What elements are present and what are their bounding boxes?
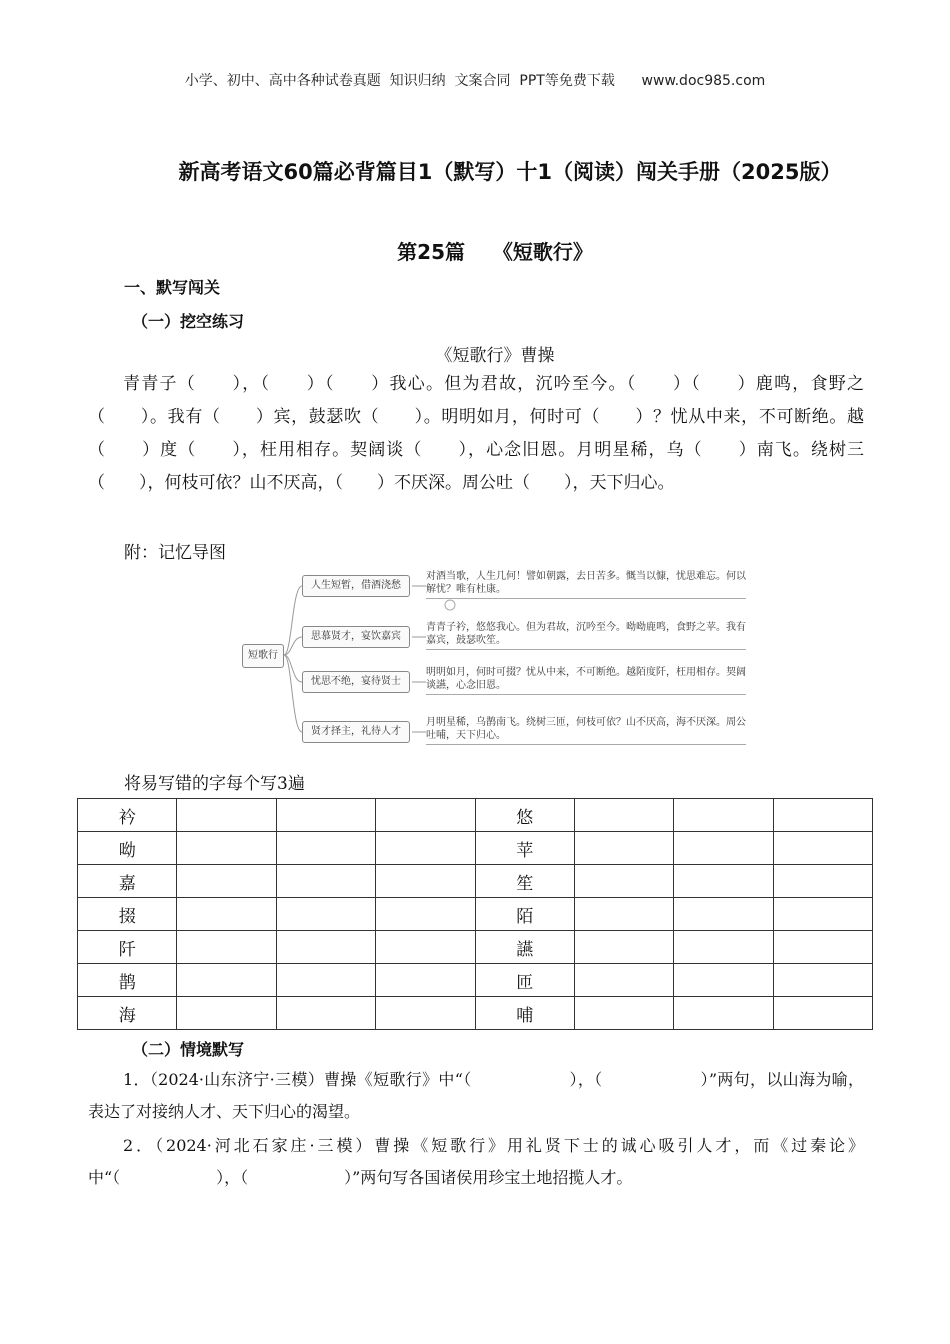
writing-cell [773,931,872,964]
practice-char: 陌 [475,898,574,931]
writing-cell [276,865,375,898]
writing-cell [276,931,375,964]
writing-cell [674,865,773,898]
writing-cell [574,997,673,1030]
mind-map-leaf: 月明星稀，乌鹊南飞。绕树三匝，何枝可依？山不厌高，海不厌深。周公吐哺，天下归心。 [426,716,746,745]
practice-char: 悠 [475,799,574,832]
practice-char: 阡 [78,931,177,964]
mind-map-branch: 忧思不绝，宴待贤士 [302,671,410,693]
writing-cell [276,832,375,865]
writing-cell [376,865,475,898]
mind-map-branch: 人生短暂，借酒浇愁 [302,575,410,597]
practice-char: 海 [78,997,177,1030]
writing-cell [773,865,872,898]
document-title: 新高考语文60篇必背篇目1（默写）十1（阅读）闯关手册（2025版） [178,160,842,184]
practice-char: 衿 [78,799,177,832]
table-row [78,865,873,898]
practice-char: 匝 [475,964,574,997]
table-row [78,832,873,865]
writing-cell [177,865,276,898]
writing-cell [574,865,673,898]
writing-cell [276,997,375,1030]
writing-cell [276,799,375,832]
practice-char: 鹊 [78,964,177,997]
practice-char: 笙 [475,865,574,898]
writing-cell [177,931,276,964]
character-practice-table [77,798,873,1030]
writing-cell [773,997,872,1030]
writing-cell [574,799,673,832]
practice-char: 哺 [475,997,574,1030]
table-row [78,898,873,931]
practice-char: 讌 [475,931,574,964]
writing-cell [376,997,475,1030]
writing-cell [376,799,475,832]
writing-cell [376,832,475,865]
writing-cell [376,931,475,964]
writing-cell [376,964,475,997]
mind-map-branch: 贤才择主，礼待人才 [302,721,410,743]
writing-cell [773,832,872,865]
writing-cell [276,898,375,931]
writing-cell [674,997,773,1030]
writing-cell [574,931,673,964]
table-row [78,997,873,1030]
practice-char: 苹 [475,832,574,865]
subsection-heading-cloze: （一）挖空练习 [132,312,245,331]
writing-cell [674,931,773,964]
practice-char: 嘉 [78,865,177,898]
cloze-paragraph: 青青子（ ），（ ）（ ）我心。但为君故，沉吟至今。（ ）（ ）鹿鸣，食野之（ ）。我有（ ）宾，鼓瑟吹（ ）。明明如月，何时可（ ）？忧从中来，不可断绝。越（ ）度（ ），枉用相存。契阔谈（ ），心念旧恩。月明星稀，乌（ ）南飞。绕树三（ ），何枝可依？山不厌高，（ ）不厌深。周公吐（ ），天下归心。 [88,374,864,493]
site-header: 小学、初中、高中各种试卷真题 知识归纳 文案合同 PPT等免费下载 www.doc985.com [184,73,766,89]
question-1: 1．（2024·山东济宁·三模）曹操《短歌行》中“（ ），（ ）”两句，以山海为喻，表达了对接纳人才、天下归心的渴望。 [88,1070,864,1121]
writing-cell [674,832,773,865]
question-2: 2．（2024·河北石家庄·三模）曹操《短歌行》用礼贤下士的诚心吸引人才，而《过秦论》中“（ ），（ ）”两句写各国诸侯用珍宝土地招揽人才。 [88,1136,864,1187]
practice-char: 掇 [78,898,177,931]
article-title: 第25篇 《短歌行》 [397,240,593,264]
section-heading-dictation: 一、默写闯关 [124,278,221,297]
practice-char: 呦 [78,832,177,865]
writing-cell [773,964,872,997]
writing-cell [674,898,773,931]
table-row [78,799,873,832]
appendix-label: 附：记忆导图 [124,543,226,563]
mind-map-root: 短歌行 [242,644,284,668]
table-row [78,964,873,997]
writing-cell [177,964,276,997]
writing-cell [674,799,773,832]
subsection-heading-context: （二）情境默写 [132,1040,245,1059]
memory-mind-map [240,564,752,748]
writing-cell [376,898,475,931]
writing-cell [674,964,773,997]
writing-cell [574,898,673,931]
practice-caption: 将易写错的字每个写3遍 [124,774,305,794]
writing-cell [177,898,276,931]
poem-heading: 《短歌行》曹操 [435,346,555,366]
writing-cell [177,799,276,832]
writing-cell [276,964,375,997]
writing-cell [574,964,673,997]
writing-cell [177,997,276,1030]
table-row [78,931,873,964]
writing-cell [773,799,872,832]
mind-map-leaf: 明明如月，何时可掇？忧从中来，不可断绝。越陌度阡，枉用相存。契阔谈讌，心念旧恩。 [426,666,746,695]
writing-cell [177,832,276,865]
mind-map-leaf: 对酒当歌，人生几何！譬如朝露，去日苦多。慨当以慷，忧思难忘。何以解忧？唯有杜康。 [426,570,746,599]
mind-map-leaf: 青青子衿，悠悠我心。但为君故，沉吟至今。呦呦鹿鸣，食野之苹。我有嘉宾，鼓瑟吹笙。 [426,621,746,650]
mind-map-branch: 思慕贤才，宴饮嘉宾 [302,626,410,648]
writing-cell [773,898,872,931]
writing-cell [574,832,673,865]
